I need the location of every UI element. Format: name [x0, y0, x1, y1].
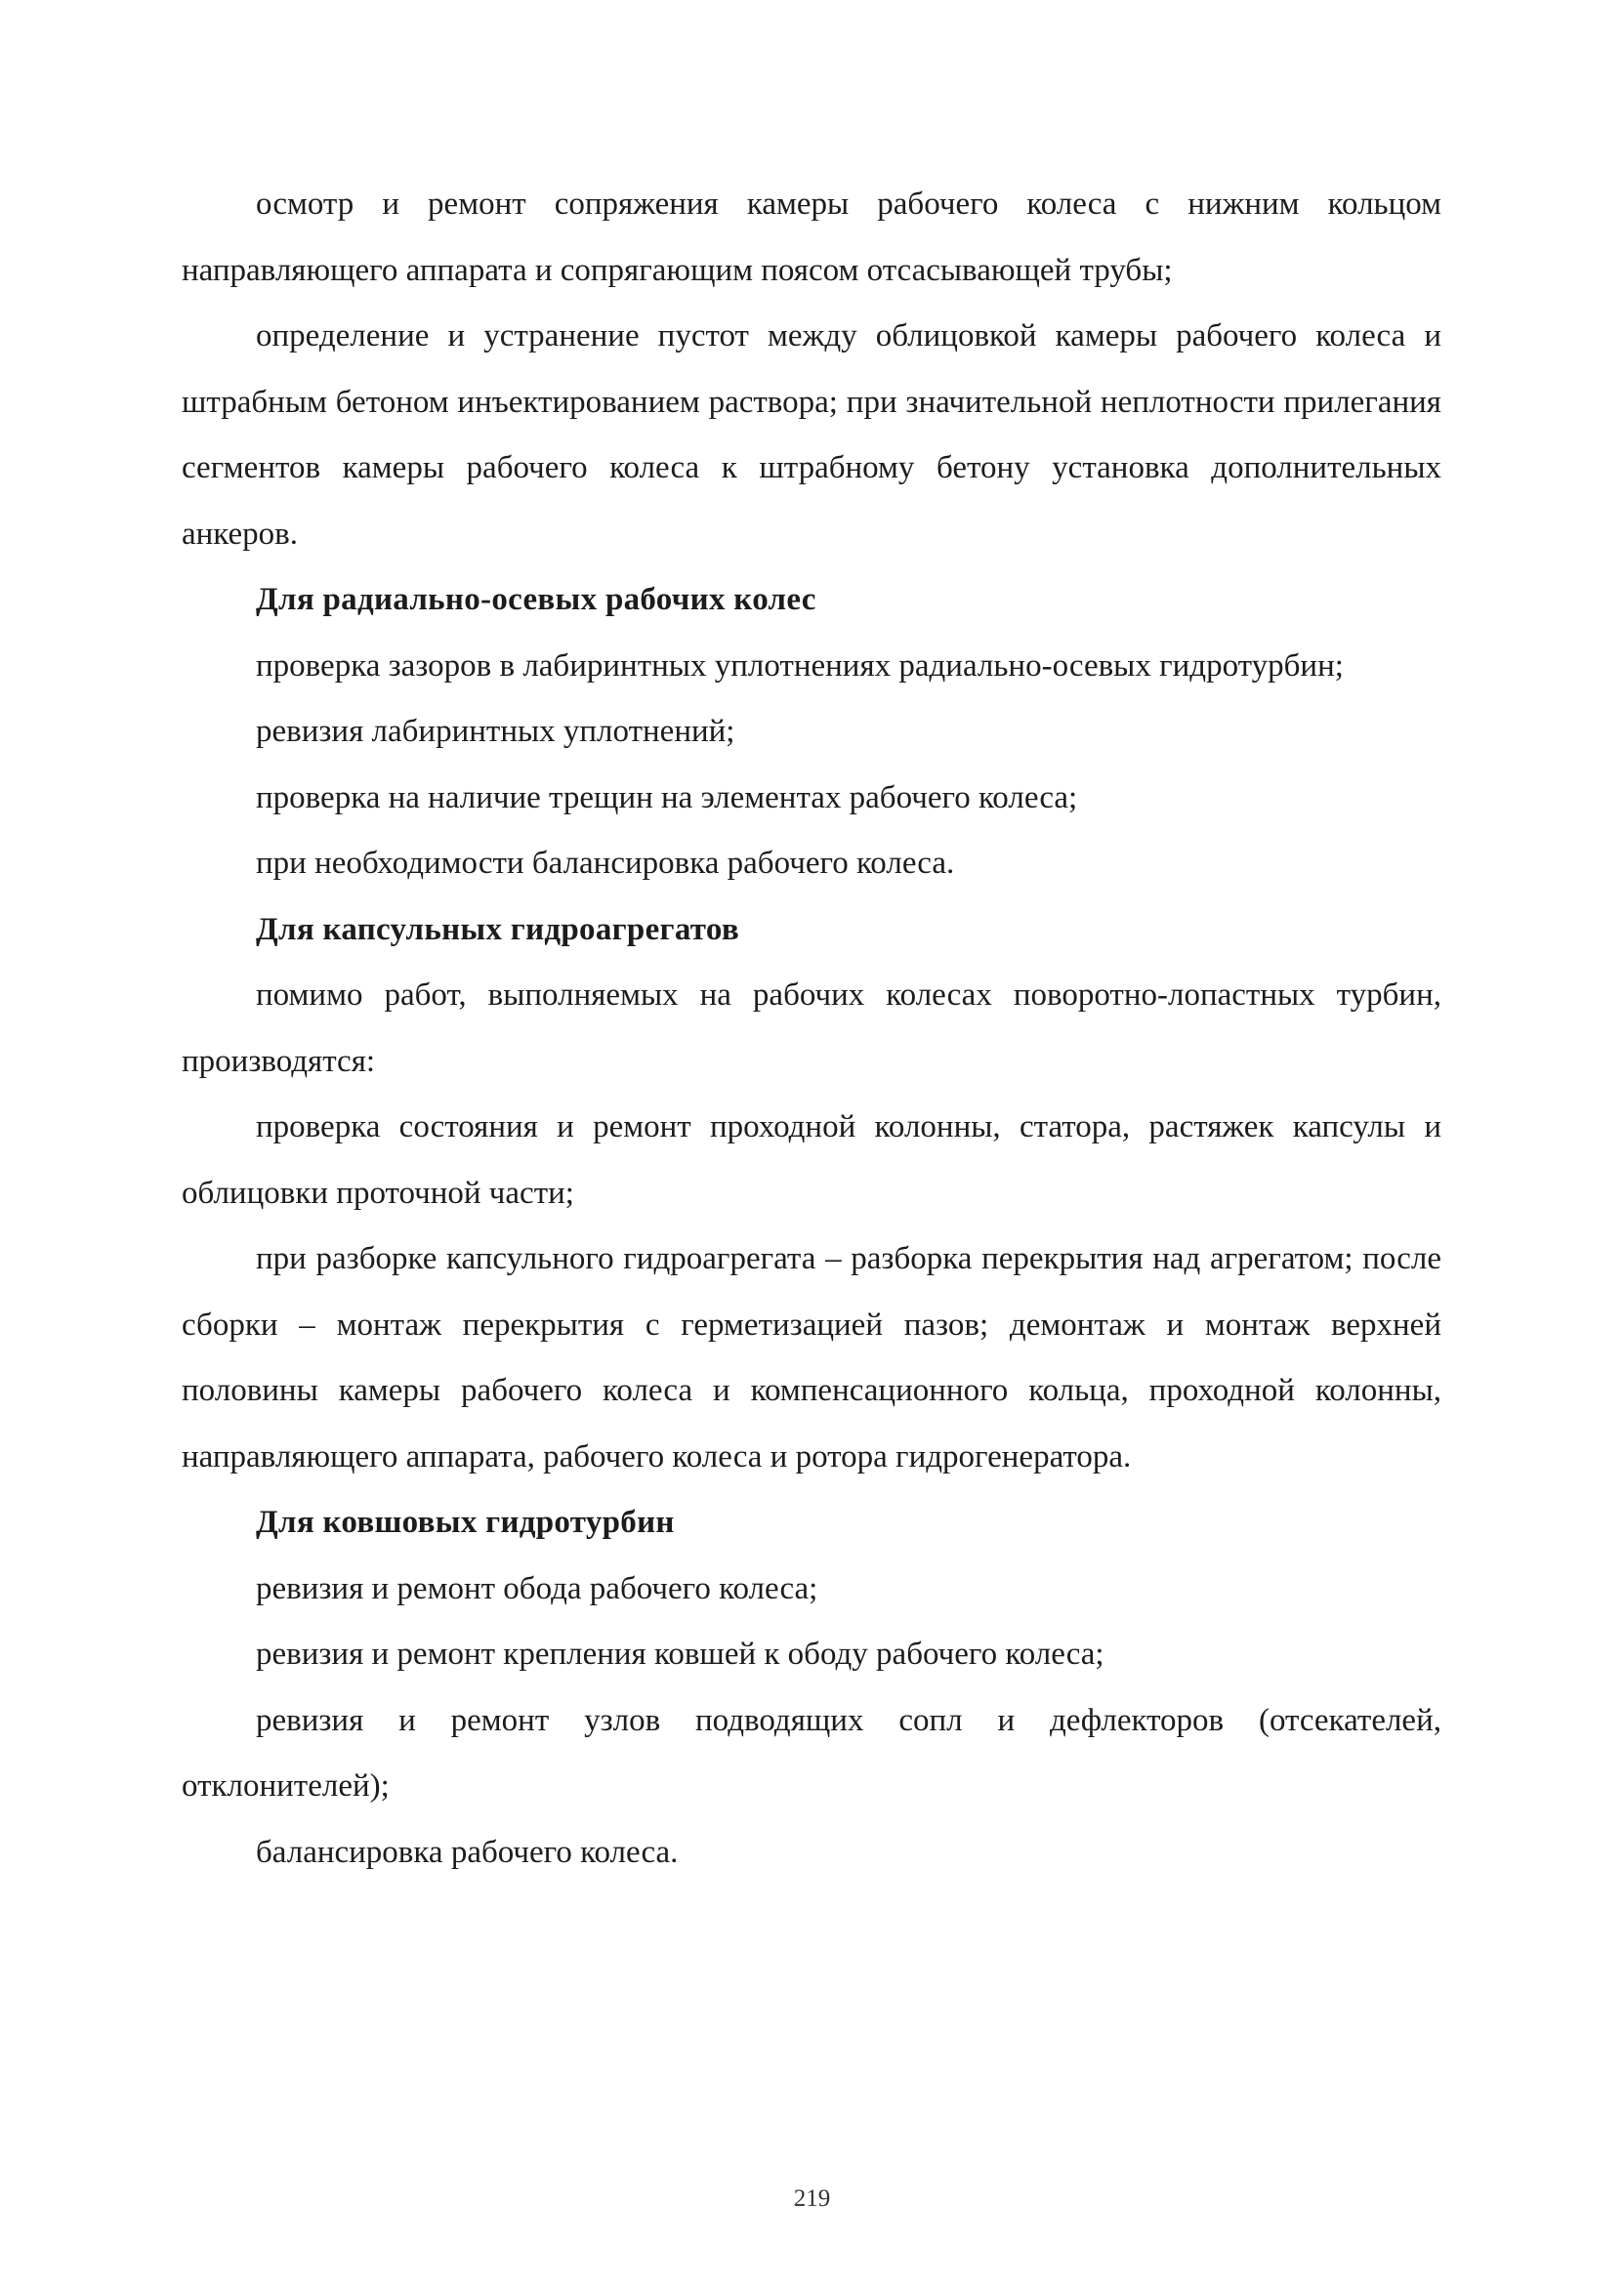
- paragraph: ревизия и ремонт узлов подводящих сопл и дефлекторов (отсекателей, отклонителей);: [182, 1702, 1441, 1804]
- page-number: 219: [793, 2185, 831, 2212]
- paragraph: помимо работ, выполняемых на рабочих колесах поворотно-лопастных турбин, производятся:: [182, 977, 1441, 1079]
- paragraph: ревизия и ремонт крепления ковшей к ободу рабочего колеса;: [256, 1637, 1104, 1672]
- section-heading: Для капсульных гидроагрегатов: [256, 911, 739, 947]
- paragraph: осмотр и ремонт сопряжения камеры рабочего колеса с нижним кольцом направляющего аппарата и сопрягающим поясом отсасывающей трубы;: [182, 187, 1441, 288]
- paragraph: проверка состояния и ремонт проходной колонны, статора, растяжек капсулы и облицовки проточной части;: [182, 1109, 1441, 1211]
- paragraph: проверка зазоров в лабиринтных уплотнениях радиально-осевых гидротурбин;: [256, 647, 1344, 684]
- paragraph: балансировка рабочего колеса.: [256, 1834, 679, 1870]
- section-heading: Для радиально-осевых рабочих колес: [256, 582, 816, 617]
- page-body: [182, 172, 1441, 1886]
- paragraph: при разборке капсульного гидроагрегата – разборка перекрытия над агрегатом; после сборки – монтаж перекрытия с герметизацией пазов; демонтаж и монтаж верхней половины камеры рабочего колеса и компенсационного кольца, проходной колонны, направляющего аппарата, рабочего колеса и ротора гидрогенератора.: [182, 1241, 1441, 1474]
- paragraph: ревизия и ремонт обода рабочего колеса;: [256, 1570, 818, 1606]
- paragraph: проверка на наличие трещин на элементах рабочего колеса;: [256, 779, 1078, 815]
- paragraph: ревизия лабиринтных уплотнений;: [256, 714, 735, 749]
- paragraph: определение и устранение пустот между облицовкой камеры рабочего колеса и штрабным бетоном инъектированием раствора; при значительной неплотности прилегания сегментов камеры рабочего колеса к штрабному бетону установка дополнительных анкеров.: [182, 318, 1441, 552]
- paragraph: при необходимости балансировка рабочего колеса.: [256, 846, 955, 881]
- section-heading: Для ковшовых гидротурбин: [256, 1505, 675, 1540]
